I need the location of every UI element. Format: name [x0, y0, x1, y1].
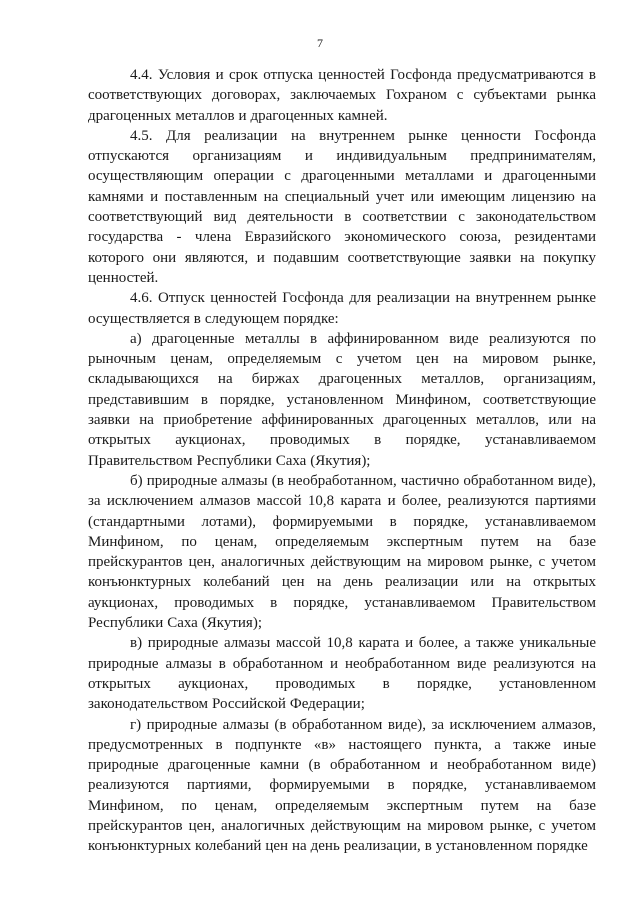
document-body: [88, 65, 596, 857]
subparagraph-b: б) природные алмазы (в необработанном, частично обработанном виде), за исключением алмазов массой 10,8 карата и более, реализуются партиями (стандартными лотами), формируемыми в порядке, устанавливаемом Минфином, по ценам, определяемым экспертным путем на базе прейскурантов цен, аналогичных действующим на мировом рынке, с учетом конъюнктурных колебаний цен на день реализации или на открытых аукционах, проводимых в порядке, устанавливаемом Правительством Республики Саха (Якутия);: [88, 472, 596, 632]
paragraph-4-6: 4.6. Отпуск ценностей Госфонда для реализации на внутреннем рынке осуществляется в следующем порядке:: [88, 290, 596, 327]
subparagraph-g: г) природные алмазы (в обработанном виде), за исключением алмазов, предусмотренных в подпункте «в» настоящего пункта, а также иные природные драгоценные камни (в обработанном и необработанном виде) реализуются партиями, формируемыми в порядке, устанавливаемом Минфином, по ценам, определяемым экспертным путем на базе прейскурантов цен, аналогичных действующим на мировом рынке, с учетом конъюнктурных колебаний цен на день реализации, в установленном порядке: [88, 716, 596, 855]
page-number: 7: [317, 36, 323, 50]
paragraph-4-4: 4.4. Условия и срок отпуска ценностей Госфонда предусматриваются в соответствующих договорах, заключаемых Гохраном с субъектами рынка драгоценных металлов и драгоценных камней.: [88, 67, 596, 124]
paragraph-4-5: 4.5. Для реализации на внутреннем рынке ценности Госфонда отпускаются организациям и индивидуальным предпринимателям, осуществляющим операции с драгоценными металлами и драгоценными камнями и поставленным на специальный учет или имеющим лицензию на соответствующий вид деятельности в соответствии с законодательством государства - члена Евразийского экономического союза, резидентами которого они являются, и подавшим соответствующие заявки на покупку ценностей.: [88, 127, 596, 286]
subparagraph-a: а) драгоценные металлы в аффинированном виде реализуются по рыночным ценам, определяемым с учетом цен на мировом рынке, складывающихся на биржах драгоценных металлов, организациям, представившим в порядке, установленном Минфином, соответствующие заявки на приобретение аффинированных драгоценных металлов, или на открытых аукционах, проводимых в порядке, устанавливаемом Правительством Республики Саха (Якутия);: [88, 330, 596, 469]
subparagraph-v: в) природные алмазы массой 10,8 карата и более, а также уникальные природные алмазы в обработанном и необработанном виде реализуются на открытых аукционах, проводимых в порядке, установленном законодательством Российской Федерации;: [88, 635, 596, 713]
